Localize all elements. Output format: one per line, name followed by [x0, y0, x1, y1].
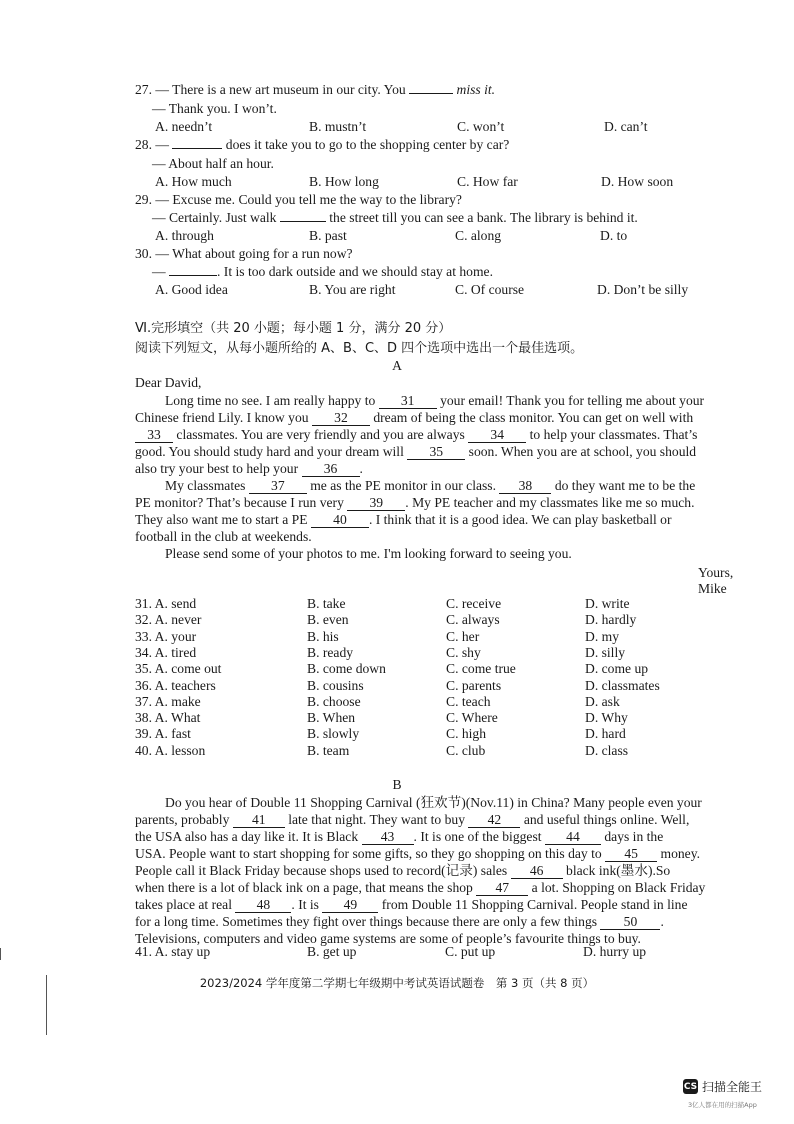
q29-question: 29. — Excuse me. Could you tell me the way to the library? — [135, 192, 462, 207]
passage-a-line: My classmates 37 me as the PE monitor in our class. 38 do they want me to be the — [165, 478, 696, 493]
option-33-b: B. his — [307, 628, 339, 644]
q41-option-a: 41. A. stay up — [135, 944, 211, 959]
q29-option-d: D. to — [600, 228, 628, 243]
blank-50: 50 — [600, 915, 660, 930]
option-32-b: B. even — [307, 612, 349, 628]
option-32-a: 32. A. never — [135, 612, 202, 628]
option-37-d: D. ask — [585, 693, 620, 709]
q30-reply: — . It is too dark outside and we should stay at home. — [152, 264, 493, 279]
option-37-b: B. choose — [307, 693, 361, 709]
option-40-d: D. class — [585, 742, 629, 758]
q29-option-b: B. past — [309, 228, 347, 243]
blank-32: 32 — [312, 411, 370, 426]
passage-a-line: PE monitor? That’s because I run very 39 . My PE teacher and my classmates like me so much. — [135, 495, 695, 510]
passage-b-line: parents, probably 41 late that night. They want to buy 42 and useful things online. Well, — [135, 812, 690, 827]
passage-a-label: A — [392, 358, 402, 373]
blank-42: 42 — [468, 813, 520, 828]
passage-a-line: They also want me to start a PE 40 . I think that it is a good idea. We can play basketball or — [135, 512, 672, 527]
letter-salutation: Dear David, — [135, 375, 202, 390]
scanner-app-name: 扫描全能王 — [702, 1080, 763, 1094]
q27-question: 27. — There is a new art museum in our city. You miss it. — [135, 82, 496, 97]
blank-35: 35 — [407, 445, 465, 460]
option-36-b: B. cousins — [307, 677, 364, 693]
option-32-d: D. hardly — [585, 612, 637, 628]
section-instruction: 阅读下列短文，从每小题所给的 A、B、C、D 四个选项中选出一个最佳选项。 — [135, 341, 584, 356]
scanner-logo — [683, 1078, 762, 1095]
passage-b-line: Televisions, computers and video game systems are some of people’s favourite things to buy. — [135, 931, 641, 946]
option-34-c: C. shy — [446, 644, 481, 660]
option-39-a: 39. A. fast — [135, 726, 191, 742]
option-37-c: C. teach — [446, 693, 491, 709]
q30-option-a: A. Good idea — [155, 282, 228, 297]
blank-44: 44 — [545, 830, 601, 845]
q27-option-c: C. won’t — [457, 119, 505, 134]
passage-a-line: good. You should study hard and your dream will 35 soon. When you are at school, you should — [135, 444, 697, 459]
q29-option-a: A. through — [155, 228, 214, 243]
scan-mark — [0, 948, 7, 960]
scanner-app-icon: CS — [683, 1079, 698, 1094]
option-38-c: C. Where — [446, 710, 498, 726]
passage-b-line: when there is a lot of black ink on a page, that means the shop 47 a lot. Shopping on Black Friday — [135, 880, 706, 895]
q28-question: 28. — does it take you to go to the shopping center by car? — [135, 137, 510, 152]
option-37-a: 37. A. make — [135, 693, 201, 709]
scanner-app-subtitle: 3亿人都在用的扫描App — [688, 1101, 757, 1109]
passage-b-line: USA. People want to start shopping for some gifts, so they go shopping on this day to 45 money. — [135, 846, 701, 861]
option-33-c: C. her — [446, 628, 480, 644]
q30-option-d: D. Don’t be silly — [597, 282, 689, 297]
passage-a-line: 33 classmates. You are very friendly and you are always 34 to help your classmates. That’s — [135, 426, 697, 443]
letter-closing: Yours, — [698, 565, 734, 580]
q41-option-c: C. put up — [445, 944, 496, 959]
q27-option-a: A. needn’t — [155, 119, 213, 134]
q28-reply: — About half an hour. — [152, 156, 274, 171]
q30-option-b: B. You are right — [309, 282, 396, 297]
q41-option-b: B. get up — [307, 944, 357, 959]
option-34-a: 34. A. tired — [135, 644, 197, 660]
blank-31: 31 — [379, 394, 437, 409]
blank-36: 36 — [302, 462, 360, 477]
option-35-b: B. come down — [307, 661, 386, 677]
blank-47: 47 — [476, 881, 528, 896]
blank-34: 34 — [468, 428, 526, 443]
q30-option-c: C. Of course — [455, 282, 525, 297]
q28-option-d: D. How soon — [601, 174, 674, 189]
q28-blank — [172, 148, 222, 149]
option-31-c: C. receive — [446, 596, 502, 611]
option-35-c: C. come true — [446, 661, 516, 677]
option-36-c: C. parents — [446, 677, 502, 693]
passage-b-line: the USA also has a day like it. It is Black 43 . It is one of the biggest 44 days in the — [135, 829, 664, 844]
option-38-b: B. When — [307, 710, 356, 726]
option-33-d: D. my — [585, 628, 619, 644]
option-38-a: 38. A. What — [135, 710, 201, 726]
scan-mark — [46, 975, 53, 1035]
blank-40: 40 — [311, 513, 369, 528]
q30-question: 30. — What about going for a run now? — [135, 246, 353, 261]
option-32-c: C. always — [446, 612, 500, 628]
option-39-d: D. hard — [585, 726, 626, 742]
blank-33: 33 — [135, 428, 173, 443]
option-33-a: 33. A. your — [135, 628, 197, 644]
q30-blank — [169, 275, 217, 276]
option-40-a: 40. A. lesson — [135, 742, 206, 758]
blank-45: 45 — [605, 847, 657, 862]
blank-46: 46 — [511, 864, 563, 879]
passage-a-line: also try your best to help your 36 . — [135, 461, 363, 476]
option-40-b: B. team — [307, 742, 350, 758]
q27-reply: — Thank you. I won’t. — [152, 101, 277, 116]
option-35-a: 35. A. come out — [135, 661, 222, 677]
passage-b-line: takes place at real 48 . It is 49 from Double 11 Shopping Carnival. People stand in line — [135, 897, 688, 912]
section-heading: Ⅵ.完形填空（共 20 小题；每小题 1 分，满分 20 分） — [135, 321, 452, 336]
option-36-d: D. classmates — [585, 677, 660, 693]
q29-blank — [280, 221, 326, 222]
option-31-a: 31. A. send — [135, 596, 197, 611]
passage-a-line: Please send some of your photos to me. I'm looking forward to seeing you. — [165, 546, 572, 561]
blank-37: 37 — [249, 479, 307, 494]
letter-signature: Mike — [698, 581, 727, 596]
passage-a-line: football in the club at weekends. — [135, 529, 312, 544]
q29-option-c: C. along — [455, 228, 502, 243]
option-39-c: C. high — [446, 726, 487, 742]
q27-blank — [409, 93, 453, 94]
q41-option-d: D. hurry up — [583, 944, 647, 959]
blank-41: 41 — [233, 813, 285, 828]
option-31-b: B. take — [307, 596, 346, 611]
q28-option-b: B. How long — [309, 174, 379, 189]
page-footer: 2023/2024 学年度第二学期七年级期中考试英语试题卷 第 3 页（共 8 页） — [199, 976, 595, 990]
option-34-d: D. silly — [585, 644, 626, 660]
passage-b-line: Do you hear of Double 11 Shopping Carnival (狂欢节)(Nov.11) in China? Many people even your — [165, 795, 702, 810]
blank-38: 38 — [499, 479, 551, 494]
passage-a-line: Long time no see. I am really happy to 31 your email! Thank you for telling me about your — [165, 393, 705, 408]
option-40-c: C. club — [446, 742, 486, 758]
blank-48: 48 — [235, 898, 291, 913]
option-39-b: B. slowly — [307, 726, 360, 742]
blank-43: 43 — [362, 830, 414, 845]
option-35-d: D. come up — [585, 661, 649, 677]
option-34-b: B. ready — [307, 644, 354, 660]
q27-option-b: B. mustn’t — [309, 119, 367, 134]
blank-49: 49 — [322, 898, 378, 913]
q27-option-d: D. can’t — [604, 119, 648, 134]
q28-option-c: C. How far — [457, 174, 518, 189]
passage-a-line: Chinese friend Lily. I know you 32 dream of being the class monitor. You can get on well with — [135, 410, 694, 425]
passage-b-line: for a long time. Sometimes they fight over things because there are only a few things 50 . — [135, 914, 664, 929]
passage-b-label: B — [392, 777, 402, 792]
option-36-a: 36. A. teachers — [135, 677, 216, 693]
option-31-d: D. write — [585, 596, 630, 611]
option-38-d: D. Why — [585, 710, 628, 726]
q29-reply: — Certainly. Just walk the street till you can see a bank. The library is behind it. — [152, 210, 638, 225]
q28-option-a: A. How much — [155, 174, 232, 189]
blank-39: 39 — [347, 496, 405, 511]
passage-b-line: People call it Black Friday because shops used to record(记录) sales 46 black ink(墨水).So — [135, 863, 671, 878]
